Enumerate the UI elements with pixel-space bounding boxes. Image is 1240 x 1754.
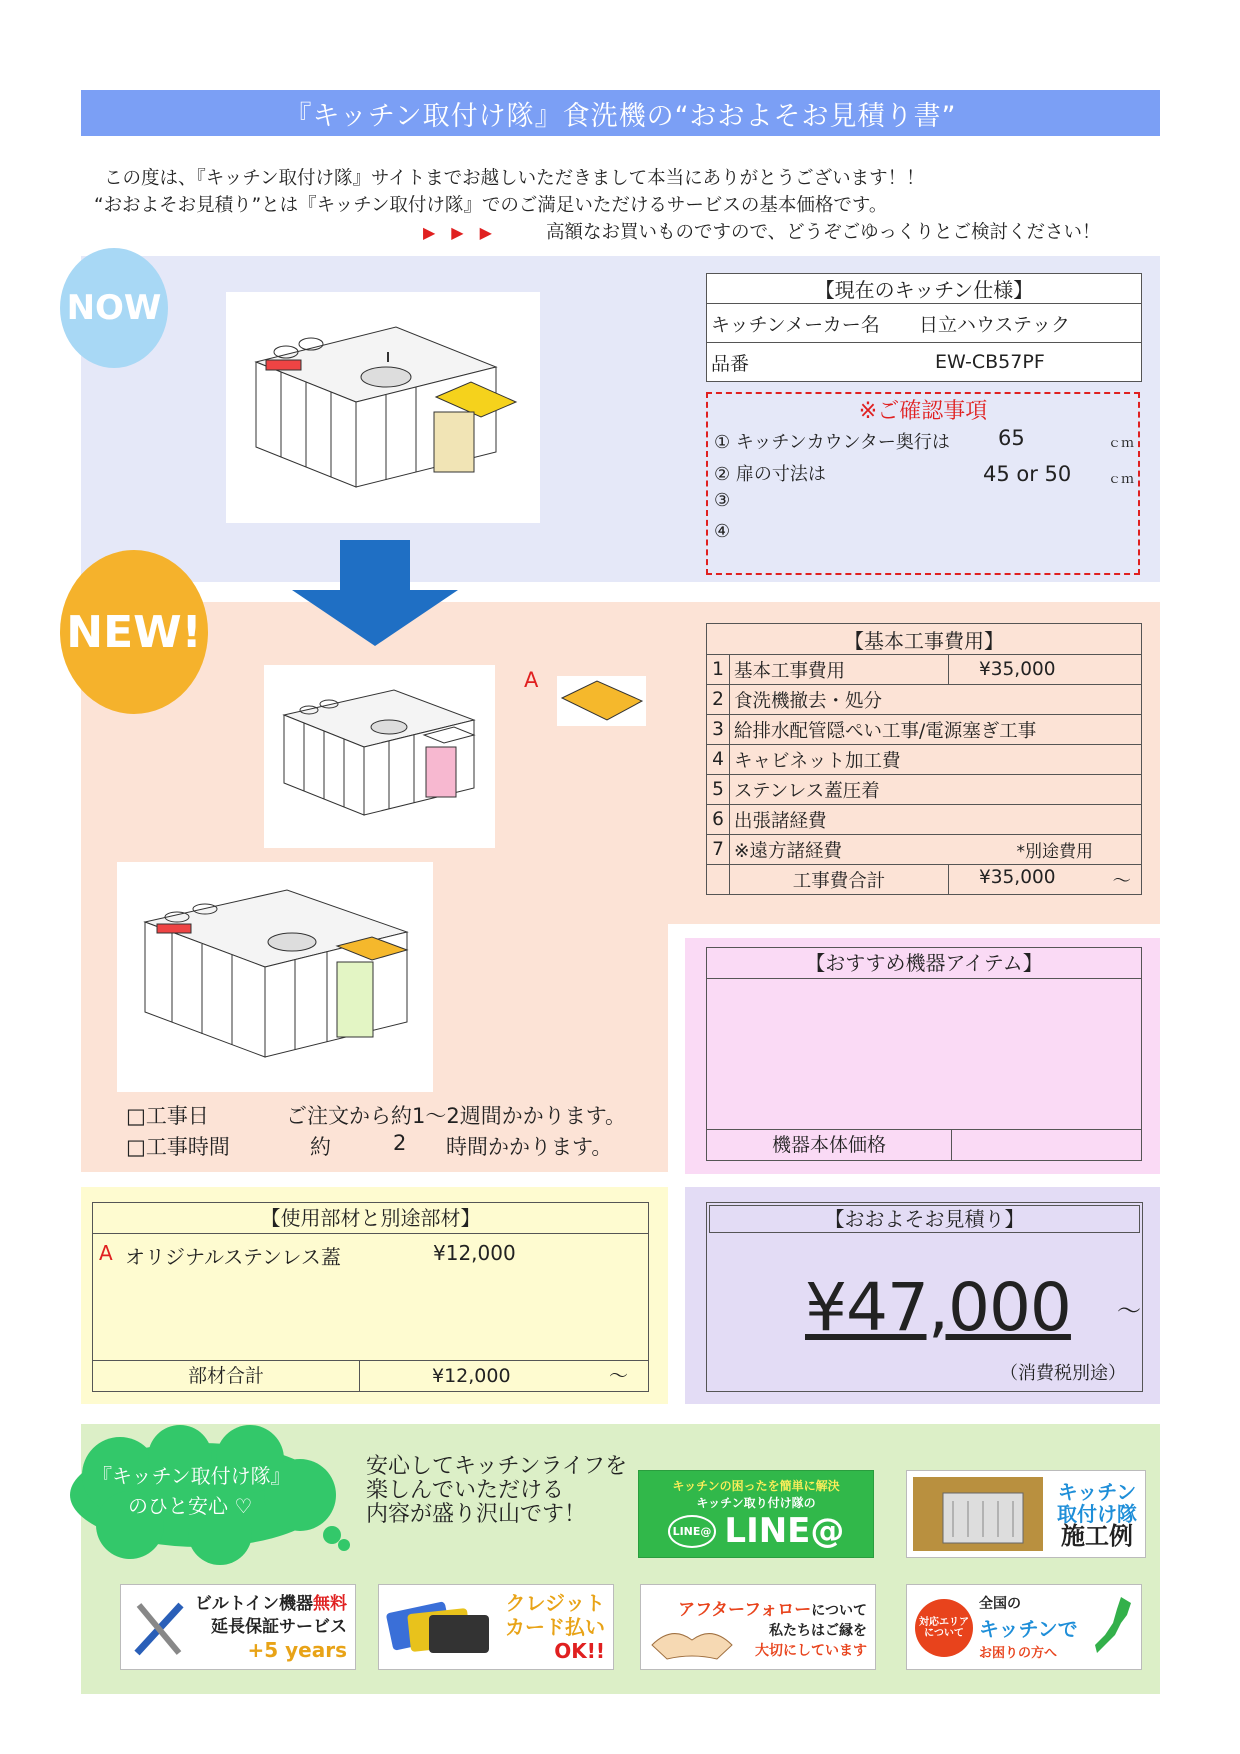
estimate-box <box>706 1202 1143 1392</box>
table-row: 5 ステンレス蓋圧着 <box>707 775 1142 805</box>
confirm-item-2-value: 45 or 50 <box>983 462 1072 486</box>
schedule-day-value: ご注文から約1～2週間かかります。 <box>286 1104 627 1128</box>
schedule-time-label: □工事時間 <box>126 1135 230 1159</box>
cost-total-row: 工事費合計 ¥35,000 ～ <box>707 865 1142 895</box>
parts-item-value: ¥12,000 <box>433 1241 516 1265</box>
recommend-header: 【おすすめ機器アイテム】 <box>707 948 1141 979</box>
arrow-down-icon <box>292 540 458 646</box>
confirm-box <box>706 392 1140 575</box>
new-badge: NEW! <box>60 550 208 714</box>
warranty-banner[interactable]: ビルトイン機器無料 延長保証サービス +5 years <box>120 1584 356 1670</box>
model-value: EW-CB57PF <box>915 343 1142 382</box>
service-area-banner[interactable]: 対応エリアについて 全国の キッチンで お困りの方へ <box>906 1584 1142 1670</box>
now-badge: NOW <box>60 248 168 368</box>
confirm-item-1-label: ① キッチンカウンター奥行は <box>714 432 950 453</box>
confirm-item-3-label: ③ <box>714 490 731 511</box>
table-row: 4 キャビネット加工費 <box>707 745 1142 775</box>
credit-card-icon <box>385 1597 495 1659</box>
cloud-line-2: のひと安心 ♡ <box>128 1494 253 1518</box>
separate-cost-note: *別途費用 <box>1016 841 1093 862</box>
schedule-day-label: □工事日 <box>126 1104 209 1128</box>
confirm-item-4-label: ④ <box>714 521 731 542</box>
after-follow-banner[interactable]: アフターフォローについて 私たちはご縁を 大切にしています <box>640 1584 876 1670</box>
estimate-header: 【おおよそお見積り】 <box>709 1205 1140 1233</box>
estimate-suffix: ～ <box>1117 1297 1141 1325</box>
cost-table <box>706 623 1142 895</box>
parts-total-value: ¥12,000 <box>432 1365 511 1387</box>
confirm-header: ※ご確認事項 <box>858 399 988 424</box>
table-row: 6 出張諸経費 <box>707 805 1142 835</box>
confirm-item-2-unit: ｃｍ <box>1108 472 1135 487</box>
schedule-time-pre: 約 <box>310 1135 331 1159</box>
model-label: 品番 <box>707 343 916 382</box>
current-kitchen-image <box>226 292 540 523</box>
arrow-icons: ▶ ▶ ▶ <box>423 223 492 242</box>
intro-line-1: この度は、『キッチン取付け隊』サイトまでお越しいただきまして本当にありがとうございます！！ <box>104 168 925 189</box>
maker-value: 日立ハウステック <box>915 304 1142 343</box>
dishwasher-photo <box>913 1477 1043 1551</box>
new-kitchen-image <box>264 665 495 848</box>
maker-label: キッチンメーカー名 <box>707 304 916 343</box>
spec-header: 【現在のキッチン仕様】 <box>707 274 1142 304</box>
cost-total-label: 工事費合計 <box>730 865 949 895</box>
construction-cases-banner[interactable]: キッチン 取付け隊 施工例 <box>906 1470 1146 1558</box>
schedule-time-value: 2 <box>393 1131 407 1155</box>
confirm-item-2-label: ② 扉の寸法は <box>714 464 826 485</box>
confirm-item-1-value: 65 <box>998 426 1025 450</box>
part-marker-a: A <box>524 668 539 692</box>
cost-total-value: ¥35,000 <box>979 866 1056 888</box>
table-row: 2 食洗機撤去・処分 <box>707 685 1142 715</box>
parts-total-label: 部材合計 <box>93 1361 360 1391</box>
stainless-lid-image <box>557 676 646 726</box>
tax-note: （消費税別途） <box>1000 1363 1126 1384</box>
recommend-box <box>706 947 1142 1161</box>
table-row: 7 ※遠方諸経費 *別途費用 <box>707 835 1142 865</box>
tools-icon <box>129 1595 189 1661</box>
installed-kitchen-image <box>117 862 433 1092</box>
device-price-label: 機器本体価格 <box>707 1130 952 1160</box>
parts-item-label: オリジナルステンレス蓋 <box>125 1245 341 1269</box>
table-row: 3 給排水配管隠ぺい工事/電源塞ぎ工事 <box>707 715 1142 745</box>
parts-item-marker: A <box>99 1241 113 1265</box>
cloud-line-1: 『キッチン取付け隊』 <box>92 1464 291 1488</box>
confirm-item-1-unit: ｃｍ <box>1108 436 1135 451</box>
parts-header: 【使用部材と別途部材】 <box>93 1203 648 1234</box>
handshake-icon <box>647 1615 737 1665</box>
current-spec-table <box>706 273 1142 382</box>
assurance-text: 安心してキッチンライフを 楽しんでいただける 内容が盛り沢山です！ <box>366 1454 628 1527</box>
intro-line-2: “おおよそお見積り”とは『キッチン取付け隊』でのご満足いただけるサービスの基本価格です。 <box>94 195 888 216</box>
page-title: 『キッチン取付け隊』食洗機の“おおよそお見積り書” <box>81 90 1160 136</box>
estimate-amount: ¥47,000 <box>805 1269 1071 1346</box>
schedule-time-post: 時間かかります。 <box>446 1135 613 1159</box>
parts-box: 【使用部材と別途部材】 A オリジナルステンレス蓋 ¥12,000 部材合計 ¥12,000 ～ <box>92 1202 649 1392</box>
cost-header: 【基本工事費用】 <box>707 624 1142 655</box>
area-badge: 対応エリアについて <box>915 1599 973 1657</box>
table-row: 1 基本工事費用 ¥35,000 <box>707 655 1142 685</box>
credit-card-banner[interactable]: クレジット カード払い OK!! <box>378 1584 614 1670</box>
intro-line-3: 高額なお買いものですので、どうぞごゆっくりとご検討ください！ <box>546 222 1101 243</box>
japan-map-icon <box>1091 1595 1135 1659</box>
line-icon: LINE@ <box>668 1515 717 1548</box>
line-banner[interactable]: キッチンの困ったを簡単に解決 キッチン取り付け隊の LINE@ LINE@ <box>638 1470 874 1558</box>
